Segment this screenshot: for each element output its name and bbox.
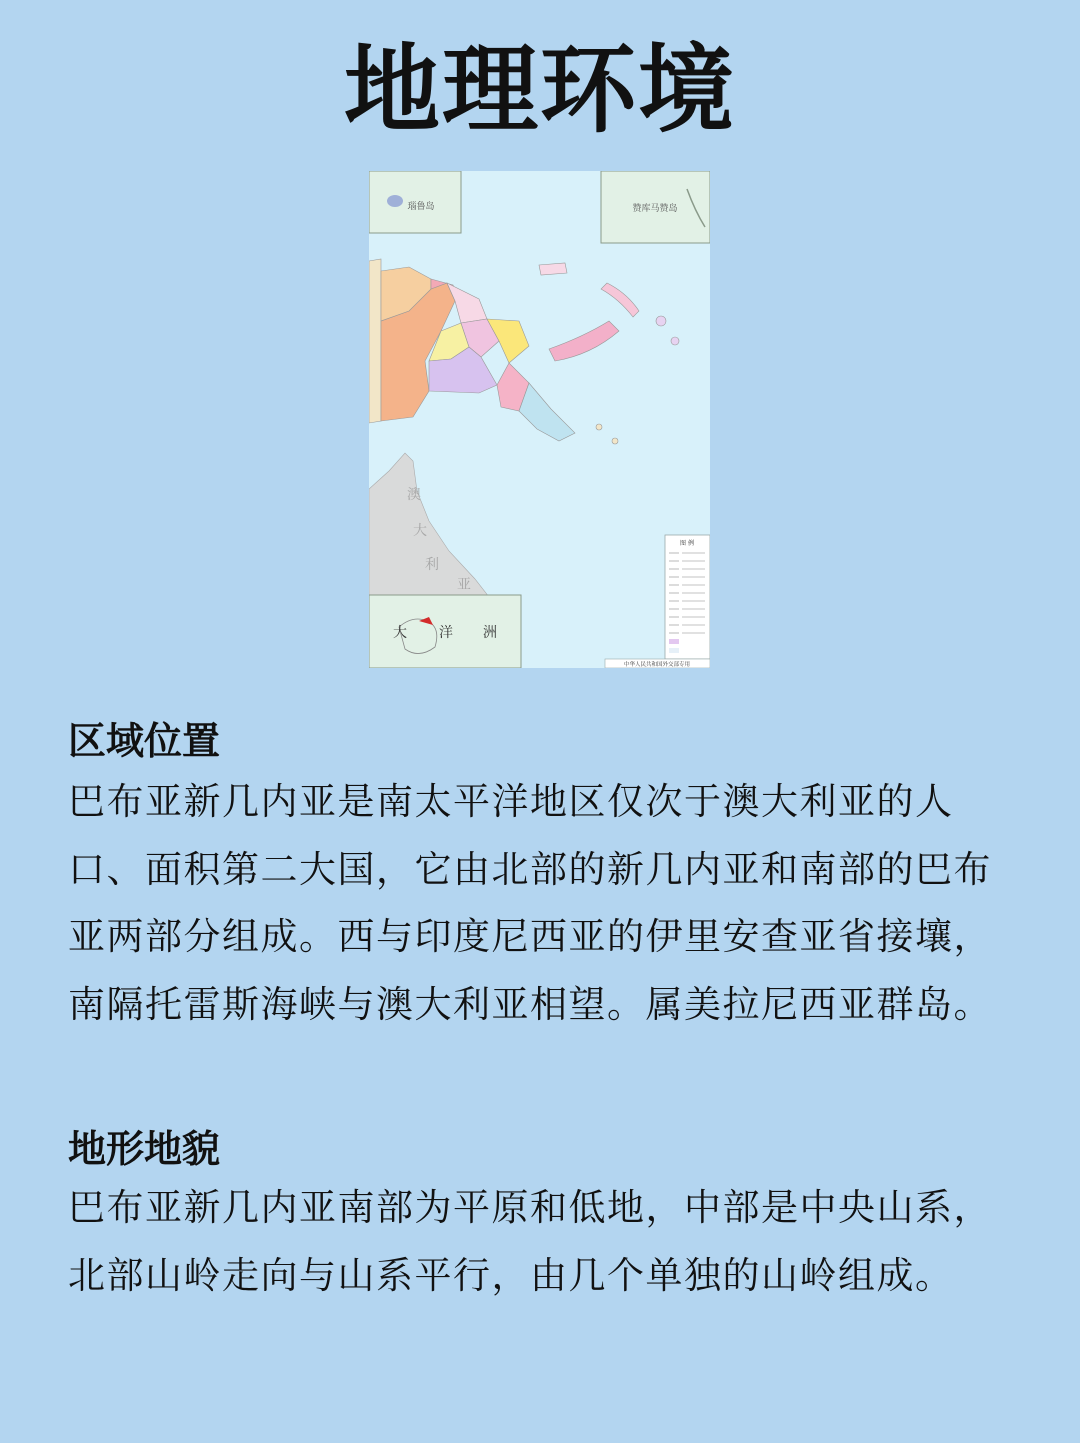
section-heading-location: 区域位置 <box>68 719 221 763</box>
section-heading-terrain: 地形地貌 <box>68 1127 221 1171</box>
indonesia-region <box>369 259 381 423</box>
inset-oceania-mid-label: 洋 <box>439 625 453 641</box>
svg-text:利: 利 <box>425 557 439 573</box>
svg-text:澳: 澳 <box>407 487 421 503</box>
legend-title: 图 例 <box>680 540 694 547</box>
section-body-location: 巴布亚新几内亚是南太平洋地区仅次于澳大利亚的人口、面积第二大国，它由北部的新几内亚和南部的巴布亚两部分组成。西与印度尼西亚的伊里安查亚省接壤，南隔托雷斯海峡与澳大利亚相望。属美拉尼西亚群岛。 <box>68 780 992 1026</box>
section-body-terrain: 巴布亚新几内亚南部为平原和低地，中部是中央山系，北部山岭走向与山系平行，由几个单独的山岭组成。 <box>68 1186 992 1297</box>
map-footer-note: 中华人民共和国外交部专用 <box>623 662 691 668</box>
svg-text:亚: 亚 <box>457 577 471 593</box>
page-title: 地理环境 <box>344 34 736 146</box>
svg-text:大: 大 <box>413 523 427 539</box>
inset-oceania-left-label: 大 <box>393 625 407 641</box>
inset-top-left-label: 瑙鲁岛 <box>407 202 435 212</box>
inset-oceania-right-label: 洲 <box>483 625 497 641</box>
inset-top-right-label: 赞库马赞岛 <box>632 204 678 214</box>
map-image <box>369 171 710 668</box>
inset-island-shape <box>387 195 403 207</box>
island-manus <box>539 263 567 275</box>
papua-new-guinea-map <box>369 171 710 668</box>
